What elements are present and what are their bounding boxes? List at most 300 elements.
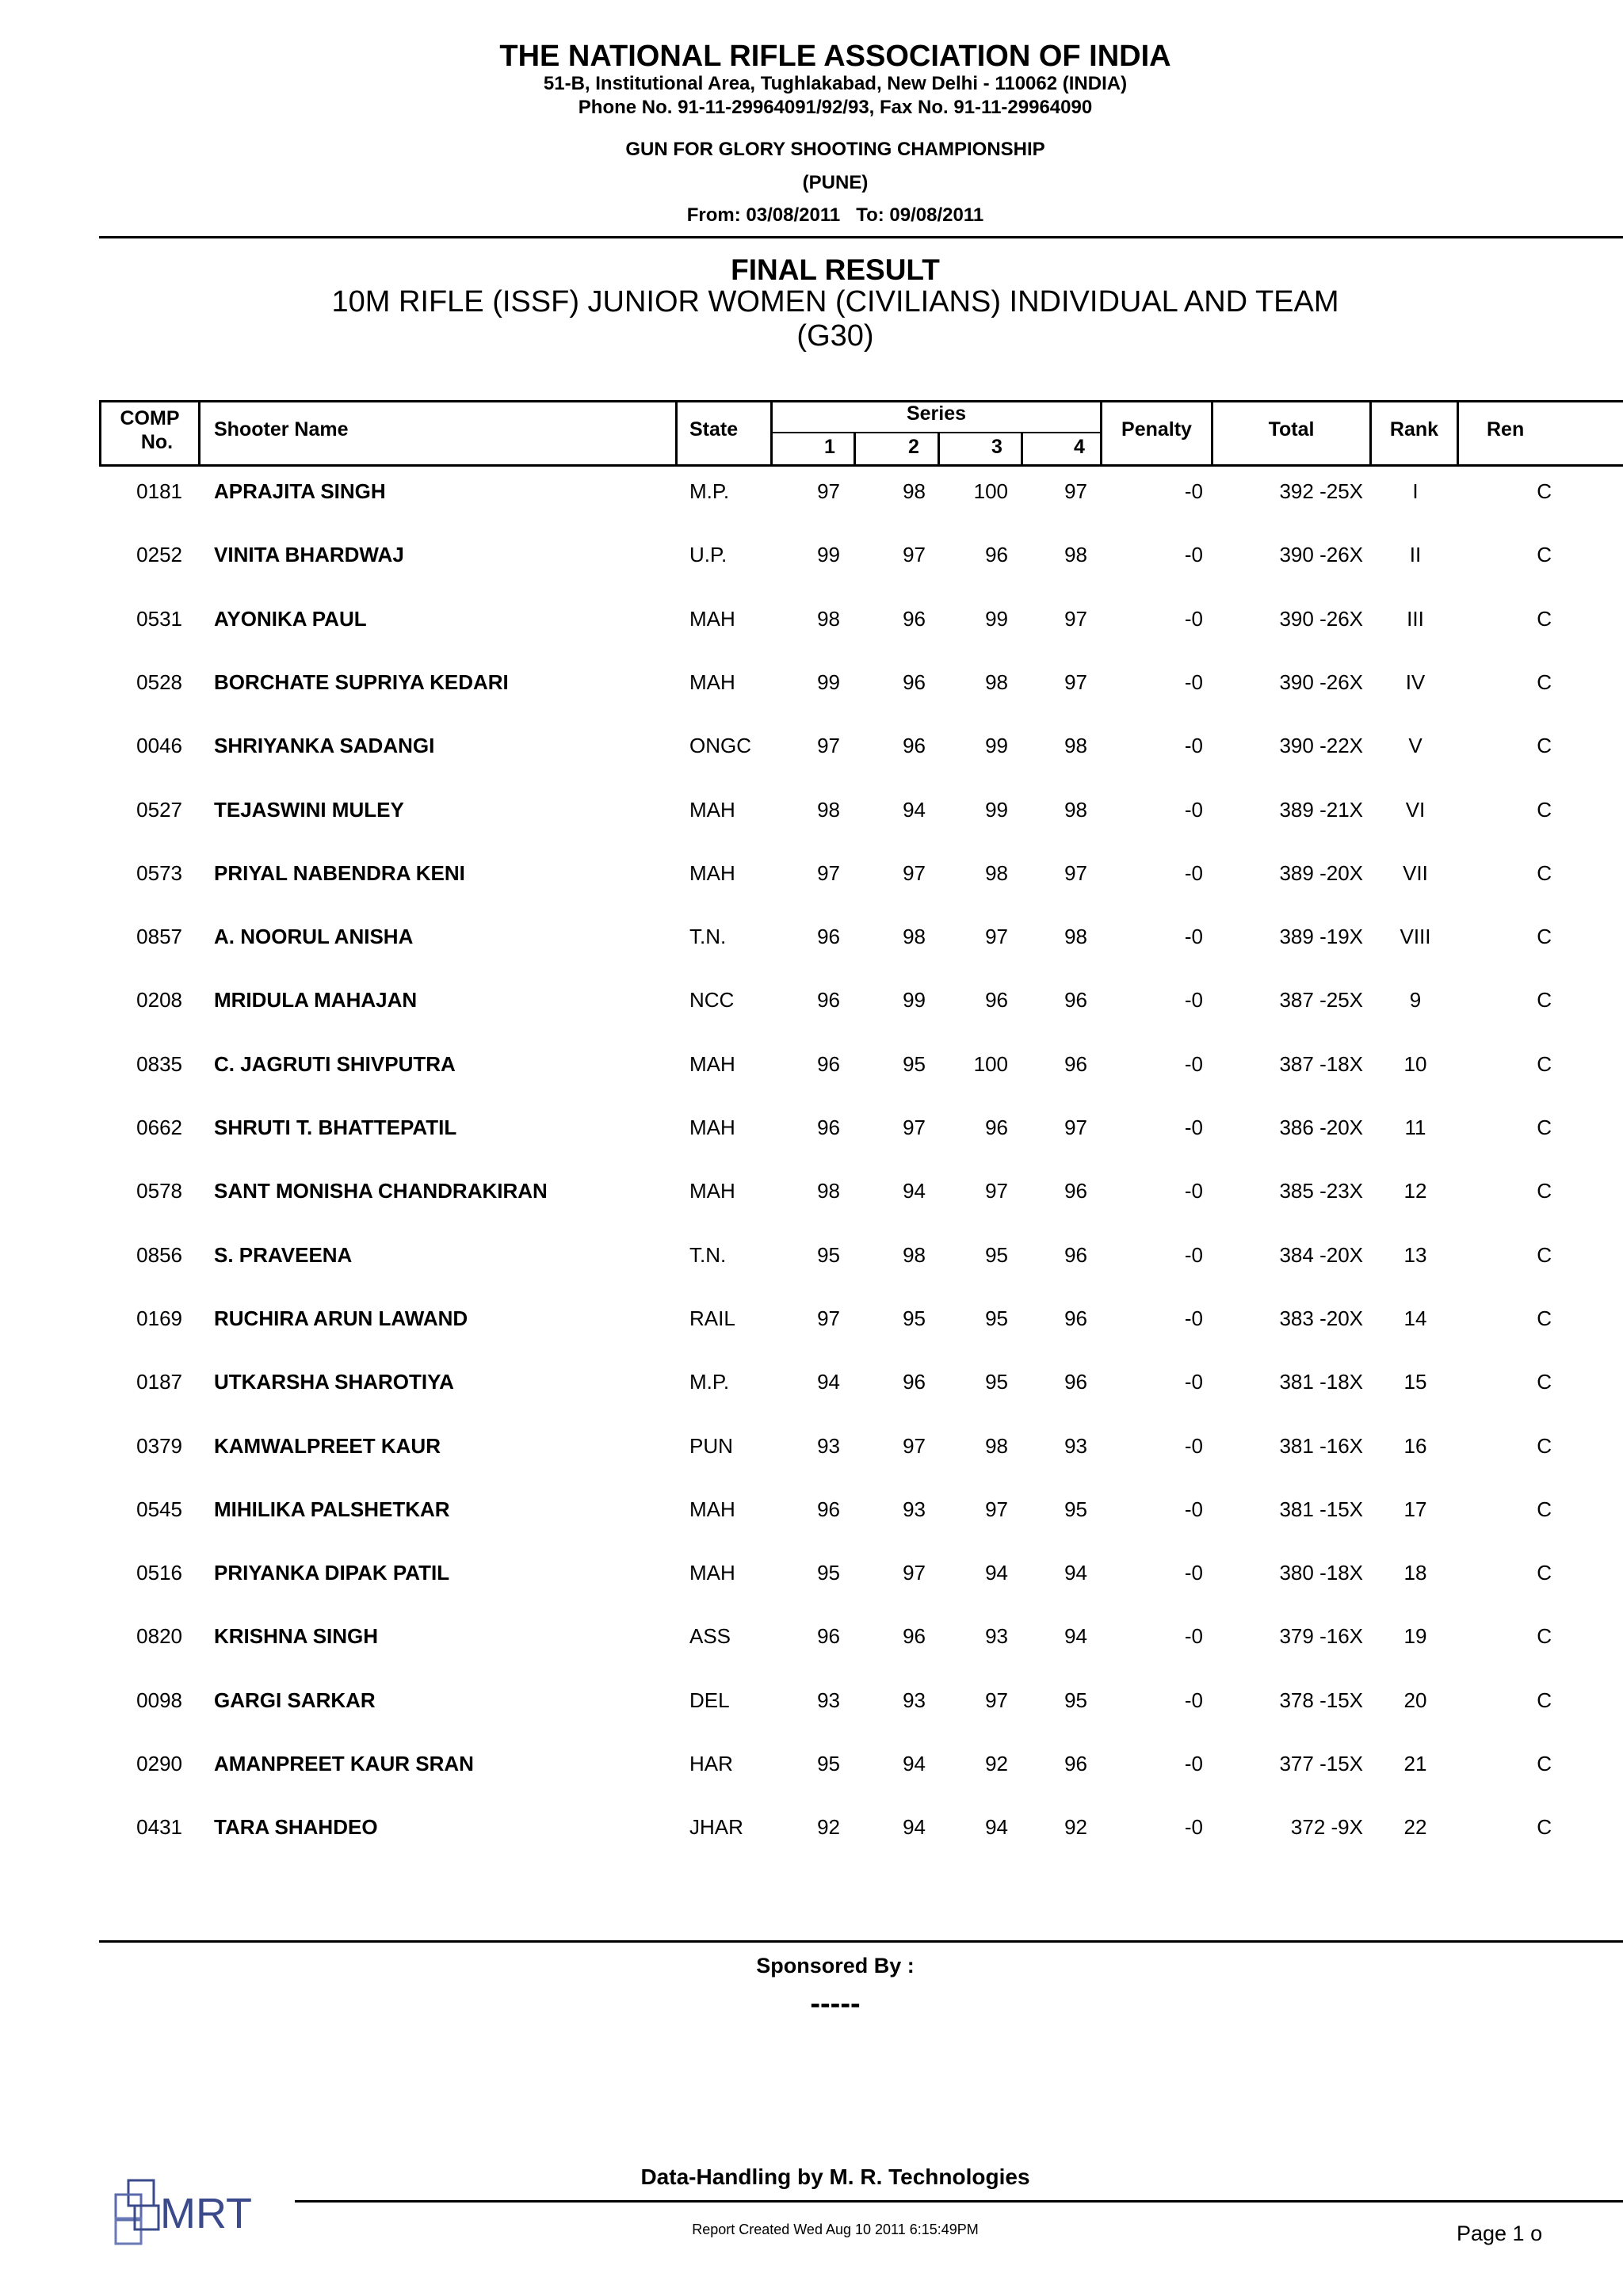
series-1: 99 (817, 543, 840, 567)
series-2: 93 (903, 1688, 926, 1712)
comp-no: 0098 (136, 1688, 182, 1712)
penalty: -0 (1184, 988, 1203, 1013)
series-4: 93 (1064, 1433, 1087, 1458)
penalty: -0 (1184, 479, 1203, 503)
event-code: (G30) (796, 319, 874, 353)
series-3: 97 (985, 925, 1008, 949)
series-3: 100 (973, 1051, 1008, 1076)
series-4: 98 (1064, 797, 1087, 822)
remarks: C (1537, 1752, 1552, 1775)
rank: 20 (1403, 1688, 1427, 1712)
penalty: -0 (1184, 925, 1203, 949)
table-row (0, 1557, 1623, 1620)
shooter-name: BORCHATE SUPRIYA KEDARI (214, 669, 509, 694)
penalty: -0 (1184, 1561, 1203, 1585)
shooter-name: GARGI SARKAR (214, 1688, 376, 1712)
series-4: 97 (1064, 669, 1087, 694)
penalty: -0 (1184, 860, 1203, 885)
total: 385 -23X (1279, 1179, 1363, 1203)
comp-no: 0431 (136, 1815, 182, 1840)
table-row (0, 1366, 1623, 1429)
series-1: 93 (817, 1433, 840, 1458)
penalty: -0 (1184, 1370, 1203, 1394)
rank: 13 (1403, 1242, 1427, 1267)
series-1: 95 (817, 1242, 840, 1267)
total: 377 -15X (1279, 1752, 1363, 1775)
series-4: 98 (1064, 734, 1087, 758)
series-1: 96 (817, 988, 840, 1013)
series-3: 94 (985, 1815, 1008, 1840)
footer-rule (295, 2200, 1623, 2203)
shooter-name: KRISHNA SINGH (214, 1624, 379, 1649)
remarks: C (1537, 1306, 1552, 1330)
header-series-4: 4 (1074, 436, 1085, 458)
series-2: 97 (903, 1561, 926, 1585)
rank: V (1408, 734, 1423, 758)
penalty: -0 (1184, 797, 1203, 822)
comp-no: 0856 (136, 1242, 182, 1267)
table-row (0, 475, 1623, 539)
rank: VII (1403, 860, 1428, 885)
state: MAH (689, 1179, 735, 1203)
series-2: 96 (903, 669, 926, 694)
table-row (0, 1302, 1623, 1366)
series-2: 97 (903, 860, 926, 885)
state: HAR (689, 1752, 733, 1775)
shooter-name: AYONIKA PAUL (214, 606, 367, 631)
remarks: C (1537, 1179, 1552, 1203)
state: M.P. (689, 1370, 730, 1394)
total: 387 -25X (1279, 988, 1363, 1013)
penalty: -0 (1184, 1688, 1203, 1712)
comp-no: 0857 (136, 925, 182, 949)
table-row (0, 539, 1623, 602)
total: 392 -25X (1279, 479, 1363, 503)
rank: IV (1405, 669, 1426, 694)
series-3: 100 (973, 479, 1008, 503)
total: 390 -22X (1279, 734, 1363, 758)
series-3: 95 (985, 1242, 1008, 1267)
comp-no: 0573 (136, 860, 182, 885)
header-comp-line1: COMP (120, 407, 180, 429)
state: DEL (689, 1688, 730, 1712)
series-4: 95 (1064, 1497, 1087, 1521)
shooter-name: UTKARSHA SHAROTIYA (214, 1370, 454, 1394)
series-4: 96 (1064, 1306, 1087, 1330)
penalty: -0 (1184, 1306, 1203, 1330)
series-2: 93 (903, 1497, 926, 1521)
series-1: 97 (817, 860, 840, 885)
series-3: 99 (985, 734, 1008, 758)
series-4: 95 (1064, 1688, 1087, 1712)
series-1: 95 (817, 1752, 840, 1775)
championship-name: GUN FOR GLORY SHOOTING CHAMPIONSHIP (625, 139, 1045, 160)
series-3: 96 (985, 543, 1008, 567)
header-divider (99, 236, 1623, 238)
organization-phone: Phone No. 91-11-29964091/92/93, Fax No. 91-11-29964090 (578, 97, 1093, 118)
series-4: 94 (1064, 1624, 1087, 1649)
table-row (0, 1811, 1623, 1875)
series-1: 94 (817, 1370, 840, 1394)
series-4: 97 (1064, 606, 1087, 631)
table-row (0, 1493, 1623, 1557)
series-2: 95 (903, 1051, 926, 1076)
series-2: 96 (903, 606, 926, 631)
shooter-name: PRIYANKA DIPAK PATIL (214, 1561, 450, 1585)
series-3: 96 (985, 1116, 1008, 1139)
penalty: -0 (1184, 543, 1203, 567)
total: 372 -9X (1290, 1815, 1363, 1840)
total: 386 -20X (1279, 1116, 1363, 1139)
column-divider (854, 433, 856, 467)
table-row (0, 603, 1623, 666)
shooter-name: MRIDULA MAHAJAN (214, 988, 418, 1013)
table-row (0, 1048, 1623, 1112)
series-3: 95 (985, 1370, 1008, 1394)
total: 381 -15X (1279, 1497, 1363, 1521)
venue: (PUNE) (802, 172, 869, 193)
series-1: 98 (817, 797, 840, 822)
remarks: C (1537, 669, 1552, 694)
series-1: 96 (817, 1116, 840, 1139)
footer-divider (99, 1940, 1623, 1943)
total: 380 -18X (1279, 1561, 1363, 1585)
state: MAH (689, 1561, 735, 1585)
table-row (0, 1175, 1623, 1238)
series-2: 94 (903, 1752, 926, 1775)
shooter-name: SHRUTI T. BHATTEPATIL (214, 1116, 457, 1139)
series-4: 97 (1064, 1116, 1087, 1139)
comp-no: 0046 (136, 734, 182, 758)
comp-no: 0181 (136, 479, 182, 503)
rank: 17 (1403, 1497, 1427, 1521)
rank: 11 (1404, 1116, 1426, 1139)
organization-address: 51-B, Institutional Area, Tughlakabad, New Delhi - 110062 (INDIA) (543, 73, 1128, 94)
table-row (0, 1239, 1623, 1302)
table-row (0, 730, 1623, 793)
series-2: 98 (903, 925, 926, 949)
state: MAH (689, 1497, 735, 1521)
series-2: 97 (903, 1433, 926, 1458)
table-row (0, 921, 1623, 984)
page-number: Page 1 o (1457, 2222, 1543, 2245)
shooter-name: MIHILIKA PALSHETKAR (214, 1497, 450, 1521)
column-divider (675, 400, 678, 467)
rank: 9 (1409, 988, 1422, 1013)
total: 390 -26X (1279, 669, 1363, 694)
penalty: -0 (1184, 1752, 1203, 1775)
shooter-name: AMANPREET KAUR SRAN (214, 1752, 474, 1775)
table-row (0, 1430, 1623, 1493)
series-4: 92 (1064, 1815, 1087, 1840)
rank: 16 (1403, 1433, 1427, 1458)
series-4: 96 (1064, 1179, 1087, 1203)
comp-no: 0379 (136, 1433, 182, 1458)
state: T.N. (689, 1242, 727, 1267)
series-2: 98 (903, 479, 926, 503)
rank: VI (1405, 797, 1426, 822)
rank: III (1407, 606, 1424, 631)
series-2: 94 (903, 1179, 926, 1203)
series-1: 96 (817, 1497, 840, 1521)
header-remarks: Ren (1487, 418, 1525, 441)
rank: 14 (1403, 1306, 1427, 1330)
penalty: -0 (1184, 734, 1203, 758)
state: MAH (689, 606, 735, 631)
series-3: 93 (985, 1624, 1008, 1649)
comp-no: 0531 (136, 606, 182, 631)
state: JHAR (689, 1815, 743, 1840)
column-divider (198, 400, 200, 467)
final-result-heading: FINAL RESULT (731, 254, 940, 286)
series-4: 97 (1064, 479, 1087, 503)
series-1: 98 (817, 1179, 840, 1203)
comp-no: 0820 (136, 1624, 182, 1649)
header-series-2: 2 (908, 436, 919, 458)
comp-no: 0662 (136, 1116, 182, 1139)
state: U.P. (689, 543, 727, 567)
table-row (0, 1684, 1623, 1748)
series-4: 98 (1064, 543, 1087, 567)
series-1: 97 (817, 1306, 840, 1330)
table-row (0, 1620, 1623, 1684)
series-4: 96 (1064, 988, 1087, 1013)
column-divider (938, 433, 940, 467)
series-1: 96 (817, 925, 840, 949)
state: ONGC (689, 734, 751, 758)
comp-no: 0208 (136, 988, 182, 1013)
series-1: 96 (817, 1624, 840, 1649)
series-2: 96 (903, 734, 926, 758)
rank: 19 (1403, 1624, 1427, 1649)
state: T.N. (689, 925, 727, 949)
shooter-name: C. JAGRUTI SHIVPUTRA (214, 1051, 456, 1076)
data-handling-credit: Data-Handling by M. R. Technologies (640, 2164, 1030, 2189)
total: 389 -19X (1279, 925, 1363, 949)
total: 383 -20X (1279, 1306, 1363, 1330)
comp-no: 0290 (136, 1752, 182, 1775)
rank: VIII (1400, 925, 1431, 949)
rank: 10 (1403, 1051, 1427, 1076)
state: MAH (689, 669, 735, 694)
total: 384 -20X (1279, 1242, 1363, 1267)
table-row (0, 794, 1623, 857)
remarks: C (1537, 1370, 1552, 1394)
total: 390 -26X (1279, 606, 1363, 631)
series-3: 99 (985, 797, 1008, 822)
series-4: 96 (1064, 1051, 1087, 1076)
comp-no: 0528 (136, 669, 182, 694)
total: 390 -26X (1279, 543, 1363, 567)
series-4: 96 (1064, 1370, 1087, 1394)
total: 387 -18X (1279, 1051, 1363, 1076)
state: RAIL (689, 1306, 735, 1330)
rank: 22 (1403, 1815, 1427, 1840)
remarks: C (1537, 925, 1552, 949)
remarks: C (1537, 1815, 1552, 1840)
remarks: C (1537, 1116, 1552, 1139)
comp-no: 0578 (136, 1179, 182, 1203)
rank: 12 (1403, 1179, 1427, 1203)
penalty: -0 (1184, 1497, 1203, 1521)
shooter-name: VINITA BHARDWAJ (214, 543, 404, 567)
header-total: Total (1268, 418, 1315, 441)
state: NCC (689, 988, 735, 1013)
series-2: 97 (903, 1116, 926, 1139)
series-4: 94 (1064, 1561, 1087, 1585)
total: 381 -18X (1279, 1370, 1363, 1394)
table-row (0, 1112, 1623, 1175)
state: MAH (689, 860, 735, 885)
rank: 18 (1403, 1561, 1427, 1585)
comp-no: 0545 (136, 1497, 182, 1521)
date-range (0, 204, 1623, 227)
series-3: 95 (985, 1306, 1008, 1330)
series-2: 95 (903, 1306, 926, 1330)
remarks: C (1537, 860, 1552, 885)
series-3: 99 (985, 606, 1008, 631)
column-divider (1457, 400, 1459, 467)
series-1: 97 (817, 734, 840, 758)
remarks: C (1537, 543, 1552, 567)
from-date: From: 03/08/2011 (686, 204, 841, 226)
series-2: 97 (903, 543, 926, 567)
total: 378 -15X (1279, 1688, 1363, 1712)
remarks: C (1537, 797, 1552, 822)
table-row (0, 984, 1623, 1047)
state: M.P. (689, 479, 730, 503)
series-3: 96 (985, 988, 1008, 1013)
header-rank: Rank (1389, 418, 1439, 441)
shooter-name: SANT MONISHA CHANDRAKIRAN (214, 1179, 548, 1203)
comp-no: 0835 (136, 1051, 182, 1076)
series-3: 94 (985, 1561, 1008, 1585)
remarks: C (1537, 1242, 1552, 1267)
table-row (0, 1748, 1623, 1811)
series-1: 92 (817, 1815, 840, 1840)
state: MAH (689, 1051, 735, 1076)
table-row (0, 857, 1623, 921)
total: 379 -16X (1279, 1624, 1363, 1649)
penalty: -0 (1184, 669, 1203, 694)
remarks: C (1537, 1624, 1552, 1649)
series-1: 99 (817, 669, 840, 694)
event-title: 10M RIFLE (ISSF) JUNIOR WOMEN (CIVILIANS) INDIVIDUAL AND TEAM (331, 285, 1339, 318)
header-comp-line2: No. (140, 431, 174, 453)
shooter-name: TEJASWINI MULEY (214, 797, 404, 822)
penalty: -0 (1184, 1815, 1203, 1840)
remarks: C (1537, 1561, 1552, 1585)
total: 381 -16X (1279, 1433, 1363, 1458)
penalty: -0 (1184, 1242, 1203, 1267)
remarks: C (1537, 479, 1552, 503)
series-3: 92 (985, 1752, 1008, 1775)
remarks: C (1537, 988, 1552, 1013)
remarks: C (1537, 606, 1552, 631)
header-state: State (689, 418, 739, 441)
shooter-name: A. NOORUL ANISHA (214, 925, 414, 949)
shooter-name: TARA SHAHDEO (214, 1815, 378, 1840)
report-created: Report Created Wed Aug 10 2011 6:15:49PM (692, 2222, 979, 2237)
header-comp-no (101, 406, 198, 454)
series-3: 98 (985, 1433, 1008, 1458)
remarks: C (1537, 1688, 1552, 1712)
sponsored-by-value: ----- (810, 1987, 861, 2020)
penalty: -0 (1184, 1051, 1203, 1076)
series-3: 97 (985, 1179, 1008, 1203)
state: ASS (689, 1624, 731, 1649)
penalty: -0 (1184, 1179, 1203, 1203)
remarks: C (1537, 1433, 1552, 1458)
header-series-1: 1 (824, 436, 835, 458)
comp-no: 0187 (136, 1370, 182, 1394)
series-4: 96 (1064, 1242, 1087, 1267)
mrt-logo-text: MRT (160, 2190, 252, 2237)
total: 389 -20X (1279, 860, 1363, 885)
rank: I (1412, 479, 1419, 503)
series-1: 97 (817, 479, 840, 503)
sponsored-by-label: Sponsored By : (756, 1954, 915, 1978)
rank: 21 (1403, 1752, 1427, 1775)
series-2: 96 (903, 1624, 926, 1649)
series-2: 94 (903, 797, 926, 822)
shooter-name: PRIYAL NABENDRA KENI (214, 860, 465, 885)
series-3: 97 (985, 1497, 1008, 1521)
remarks: C (1537, 1051, 1552, 1076)
penalty: -0 (1184, 606, 1203, 631)
state: MAH (689, 797, 735, 822)
series-2: 94 (903, 1815, 926, 1840)
shooter-name: KAMWALPREET KAUR (214, 1433, 441, 1458)
series-4: 96 (1064, 1752, 1087, 1775)
series-2: 99 (903, 988, 926, 1013)
remarks: C (1537, 734, 1552, 758)
header-series-3: 3 (991, 436, 1002, 458)
header-shooter-name: Shooter Name (214, 418, 349, 441)
total: 389 -21X (1279, 797, 1363, 822)
rank: II (1409, 543, 1422, 567)
penalty: -0 (1184, 1116, 1203, 1139)
column-divider (1021, 433, 1023, 467)
penalty: -0 (1184, 1624, 1203, 1649)
comp-no: 0527 (136, 797, 182, 822)
comp-no: 0169 (136, 1306, 182, 1330)
shooter-name: APRAJITA SINGH (214, 479, 386, 503)
series-divider (770, 432, 1100, 433)
series-1: 98 (817, 606, 840, 631)
organization-name: THE NATIONAL RIFLE ASSOCIATION OF INDIA (499, 40, 1171, 73)
series-3: 98 (985, 669, 1008, 694)
state: MAH (689, 1116, 735, 1139)
shooter-name: RUCHIRA ARUN LAWAND (214, 1306, 468, 1330)
series-3: 97 (985, 1688, 1008, 1712)
series-3: 98 (985, 860, 1008, 885)
header-penalty: Penalty (1121, 418, 1192, 441)
series-2: 96 (903, 1370, 926, 1394)
header-series: Series (906, 402, 967, 425)
series-1: 96 (817, 1051, 840, 1076)
remarks: C (1537, 1497, 1552, 1521)
state: PUN (689, 1433, 733, 1458)
series-1: 93 (817, 1688, 840, 1712)
penalty: -0 (1184, 1433, 1203, 1458)
rank: 15 (1403, 1370, 1427, 1394)
series-4: 98 (1064, 925, 1087, 949)
series-2: 98 (903, 1242, 926, 1267)
shooter-name: S. PRAVEENA (214, 1242, 353, 1267)
series-1: 95 (817, 1561, 840, 1585)
shooter-name: SHRIYANKA SADANGI (214, 734, 435, 758)
